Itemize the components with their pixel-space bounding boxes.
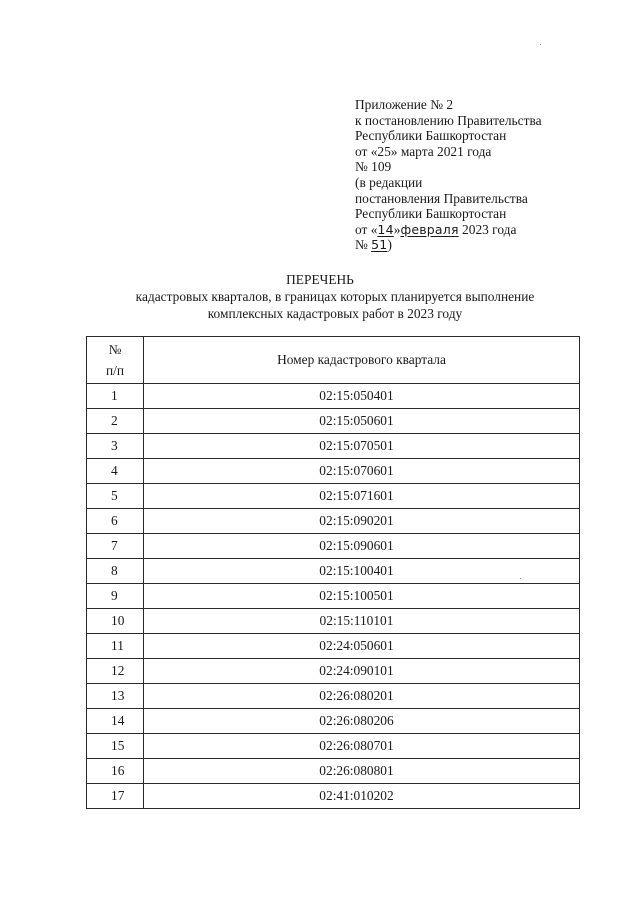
row-number-cell: 12 (87, 659, 144, 684)
header-number-sign: № (108, 342, 122, 357)
heading-subtitle-2: комплексных кадастровых работ в 2023 году (207, 306, 463, 321)
appendix-line: Республики Башкортостан (355, 206, 507, 222)
heading-title: ПЕРЕЧЕНЬ (286, 272, 354, 287)
row-number-cell: 2 (87, 409, 144, 434)
cadastral-number-cell: 02:24:090101 (144, 659, 580, 684)
row-number-cell: 3 (87, 434, 144, 459)
appendix-line: к постановлению Правительства (355, 112, 542, 128)
table-row (87, 734, 580, 759)
row-number-cell: 9 (87, 584, 144, 609)
appendix-line: от «25» марта 2021 года (355, 143, 492, 159)
cadastral-number-cell: 02:26:080801 (144, 759, 580, 784)
row-number-cell: 10 (87, 609, 144, 634)
table-row (87, 384, 580, 409)
header-number-cell (87, 337, 144, 384)
handwritten-month: февраля (400, 221, 459, 237)
heading-subtitle-1: кадастровых кварталов, в границах которых планируется выполнение (135, 289, 535, 304)
cadastral-number-cell: 02:15:050601 (144, 409, 580, 434)
date-prefix: от « (355, 221, 378, 237)
table-header-row (87, 337, 580, 384)
appendix-line: (в редакции (355, 174, 423, 190)
row-number-cell: 4 (87, 459, 144, 484)
appendix-line: Республики Башкортостан (355, 128, 507, 144)
row-number-cell: 14 (87, 709, 144, 734)
appendix-block (355, 97, 625, 253)
cadastral-number-cell: 02:26:080201 (144, 684, 580, 709)
amendment-date-line (355, 222, 625, 238)
row-number-cell: 1 (87, 384, 144, 409)
date-year: 2023 года (462, 221, 517, 237)
cadastral-number-cell: 02:41:010202 (144, 784, 580, 809)
appendix-line: постановления Правительства (355, 190, 528, 206)
table-row (87, 459, 580, 484)
number-suffix: ) (387, 237, 392, 253)
cadastral-number-cell: 02:26:080206 (144, 709, 580, 734)
table-row (87, 684, 580, 709)
amendment-number-line (355, 237, 625, 253)
row-number-cell: 8 (87, 559, 144, 584)
row-number-cell: 7 (87, 534, 144, 559)
table-row (87, 559, 580, 584)
date-separator: » (393, 221, 401, 237)
table-row (87, 659, 580, 684)
scan-speck (540, 44, 541, 45)
handwritten-day: 14 (377, 221, 394, 237)
document-heading (0, 271, 640, 322)
table-row (87, 584, 580, 609)
cadastral-number-cell: 02:15:071601 (144, 484, 580, 509)
cadastral-quarters-table (86, 336, 580, 809)
table-row (87, 484, 580, 509)
row-number-cell: 17 (87, 784, 144, 809)
header-number-pp: п/п (105, 363, 125, 378)
cadastral-number-cell: 02:15:050401 (144, 384, 580, 409)
row-number-cell: 5 (87, 484, 144, 509)
row-number-cell: 11 (87, 634, 144, 659)
row-number-cell: 16 (87, 759, 144, 784)
table-row (87, 709, 580, 734)
cadastral-number-cell: 02:15:090201 (144, 509, 580, 534)
table-row (87, 784, 580, 809)
cadastral-number-cell: 02:15:110101 (144, 609, 580, 634)
table-row (87, 534, 580, 559)
cadastral-number-cell: 02:15:100401 (144, 559, 580, 584)
appendix-line: Приложение № 2 (355, 97, 454, 112)
number-prefix: № (355, 237, 368, 253)
handwritten-number: 51 (371, 237, 388, 253)
table-row (87, 609, 580, 634)
table-row (87, 509, 580, 534)
cadastral-number-cell: 02:26:080701 (144, 734, 580, 759)
scan-speck (520, 578, 521, 579)
cadastral-number-cell: 02:15:090601 (144, 534, 580, 559)
row-number-cell: 15 (87, 734, 144, 759)
table-row (87, 759, 580, 784)
cadastral-number-cell: 02:15:070601 (144, 459, 580, 484)
row-number-cell: 6 (87, 509, 144, 534)
cadastral-number-cell: 02:15:070501 (144, 434, 580, 459)
header-code-cell: Номер кадастрового квартала (144, 337, 580, 384)
appendix-line: № 109 (355, 159, 392, 175)
table-row (87, 634, 580, 659)
table-row (87, 434, 580, 459)
cadastral-number-cell: 02:24:050601 (144, 634, 580, 659)
table-row (87, 409, 580, 434)
row-number-cell: 13 (87, 684, 144, 709)
cadastral-number-cell: 02:15:100501 (144, 584, 580, 609)
